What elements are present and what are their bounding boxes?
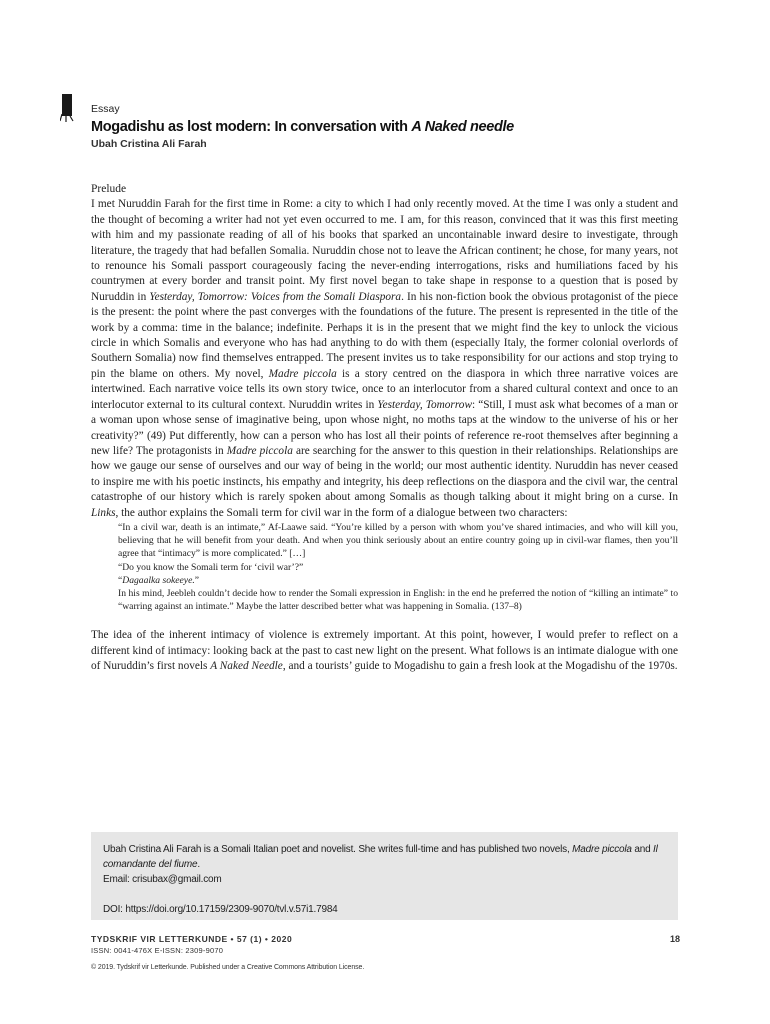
- quote-line-3: “Dagaalka sokeeye.”: [118, 574, 199, 586]
- paragraph-1: [91, 197, 678, 521]
- italic-title-run: Links: [91, 506, 116, 519]
- journal-citation: TYDSKRIF VIR LETTERKUNDE • 57 (1) • 2020: [91, 934, 293, 944]
- text-run: are searching for the answer to this question in their relationships. Relationships are how we gauge our sense of ourselves and our way of being in the world; our most authentic identity. Nuruddin has never ceased to inspire me with his poetic instincts, his empathy and integrity, his deep reflections on the diaspora and the civil war, the central catastrophe of our history which is rarely spoken about among Somalis as though talking about it might bring on a curse. In: [91, 444, 678, 504]
- license-notice: © 2019. Tydskrif vir Letterkunde. Published under a Creative Commons Attribution License.: [91, 964, 365, 971]
- article-body: [91, 182, 678, 675]
- text-run: : “Still, I must ask what becomes of a man or a woman upon whose sense of imaginative being, upon whose night, no moths taps at the window to the universe of his or her creativity?” (49) Put differently, how can a person who has lost all their points of reference re-root themselves after beginning a new life? The protagonists in: [91, 398, 678, 457]
- quote-line-1: “In a civil war, death is an intimate,” Af-Laawe said. “You’re killed by a person with whom you’ve shared intimacies, and who will kill you, believing that he will benefit from your death. And when you think seriously about an entire country going up in civil-war flames, then you’ll agree that “intimacy” is more complicated.” […]: [118, 521, 678, 560]
- italic-title-run: Yesterday, Tomorrow: [377, 398, 472, 411]
- text-run: , the author explains the Somali term for civil war in the form of a dialogue between two characters:: [115, 506, 568, 519]
- author-email: Email: crisubax@gmail.com: [103, 874, 222, 885]
- article-title: [91, 119, 514, 135]
- article-author: Ubah Cristina Ali Farah: [91, 138, 207, 150]
- text-run: I met Nuruddin Farah for the first time in Rome: a city to which I had only recently moved. At the time I was only a student and the thought of becoming a writer had not yet even occurred to me. I am, for this reason, convinced that it was this first meeting with him and my passionate reading of all of his books that sparked an uncontainable inward desire to investigate, through literature, the tragedy that had befallen Somalia. Nuruddin chose not to leave the African continent; he chose, for many years, not to renounce his Somali passport courageously facing the never-ending interrogations, risks and humiliations faced by his countrymen at every border and transit point. My first novel began to take shape in response to a question that is posed by Nuruddin in: [91, 198, 678, 303]
- block-quote: [118, 521, 678, 613]
- quote-line-4: In his mind, Jeebleh couldn’t decide how to render the Somali expression in English: in the end he preferred the notion of “killing an intimate” to “warring against an intimate.” Maybe the latter described better what was happening in Somalia. (137–8): [118, 587, 678, 613]
- title-main: Mogadishu as lost modern: In conversation with: [91, 119, 412, 135]
- italic-title-run: Yesterday, Tomorrow: Voices from the Somali Diaspora: [149, 290, 402, 303]
- doi-link[interactable]: DOI: https://doi.org/10.17159/2309-9070/tvl.v.57i1.7984: [103, 904, 338, 915]
- text-run: is a story centred on the diaspora in which three narrative voices are intertwined. Each narrative voice tells its own story twice, once to an interlocutor from a shared cultural context and once to an interlocutor external to its cultural context. Nuruddin writes in: [91, 367, 678, 411]
- issn-line: ISSN: 0041-476X E-ISSN: 2309-9070: [91, 946, 224, 955]
- text-run: The idea of the inherent intimacy of violence is extremely important. At this point, however, I would prefer to reflect on a different kind of intimacy: looking back at the past to cast new light on the present. What follows is an intimate dialogue with one of Nuruddin’s first novels: [91, 629, 678, 673]
- section-marker-icon: [60, 94, 74, 122]
- text-run: , and a tourists’ guide to Mogadishu to gain a fresh look at the Mogadishu of the 1970s.: [282, 660, 678, 673]
- title-book: A Naked needle: [411, 119, 514, 135]
- article-type-label: Essay: [91, 103, 120, 115]
- paragraph-2: [91, 628, 678, 674]
- page-number: 18: [669, 934, 680, 944]
- quote-line-2: “Do you know the Somali term for ‘civil war’?”: [118, 561, 304, 573]
- author-bio-box: [91, 832, 678, 920]
- italic-title-run: Madre piccola: [268, 367, 337, 380]
- section-heading: Prelude: [91, 183, 127, 195]
- author-bio: Ubah Cristina Ali Farah is a Somali Italian poet and novelist. She writes full-time and has published two novels, Madre piccola and Il comandante del fiume.: [103, 844, 658, 870]
- italic-title-run: Madre piccola: [226, 444, 293, 457]
- text-run: . In his non-fiction book the obvious protagonist of the piece is the present: the point where the past converges with the foundations of the future. The present is represented in the title of the work by a comma: time in the balance; indefinite. Perhaps it is in the present that we might find the key to unlock the vicious circle in which Somalis and everyone who has had anything to do with them (especially Italy, the former colonial overlords of Southern Somalia) now find themselves entrapped. The present invites us to take responsibility for our actions and stop trying to pin the blame on others. My novel,: [91, 290, 678, 380]
- italic-title-run: A Naked Needle: [210, 660, 283, 673]
